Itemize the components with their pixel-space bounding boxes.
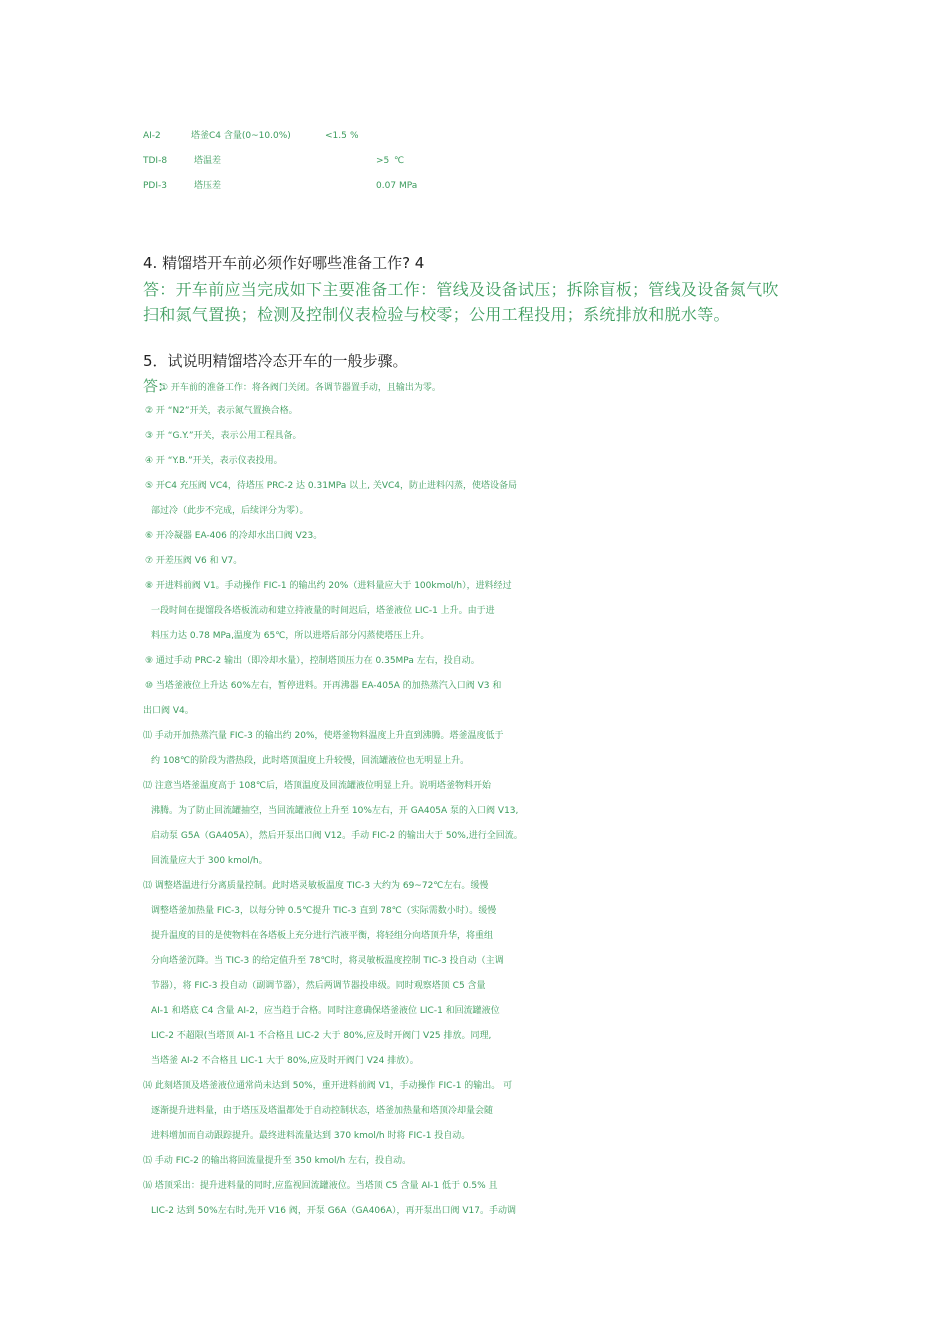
answer-step-line: ① 开车前的准备工作：将各阀门关闭。各调节器置手动，且输出为零。 [160,383,441,393]
answer-step-line: ⑨ 通过手动 PRC-2 输出（即冷却水量），控制塔顶压力在 0.35MPa 左右，投自动。 [145,656,480,666]
answer-step-line: AI-1 和塔底 C4 含量 AI-2，应当趋于合格。同时注意确保塔釜液位 LIC-1 和回流罐液位 [151,1006,500,1016]
answer-step-line: 约 108℃的阶段为潜热段，此时塔顶温度上升较慢，回流罐液位也无明显上升。 [151,756,470,766]
answer-step-line: ⒂ 手动 FIC-2 的输出将回流量提升至 350 kmol/h 左右，投自动。 [143,1156,412,1166]
answer-step-line: 当塔釜 AI-2 不合格且 LIC-1 大于 80%,应及时开阀门 V24 排放）。 [151,1056,419,1066]
answer-step-line: ⑦ 开差压阀 V6 和 V7。 [145,556,243,566]
answer-step-line: 提升温度的目的是使物料在各塔板上充分进行汽液平衡，将轻组分向塔顶升华，将重组 [151,931,494,941]
answer-step-line: 料压力达 0.78 MPa,温度为 65℃，所以进塔后部分闪蒸使塔压上升。 [151,631,430,641]
question-4-answer-line-1: 答：开车前应当完成如下主要准备工作：管线及设备试压；拆除盲板；管线及设备氮气吹 [143,280,779,299]
answer-step-line: ⒀ 调整塔温进行分离质量控制。此时塔灵敏板温度 TIC-3 大约为 69~72℃左右。缓慢 [143,881,489,891]
question-4-title: 4. 精馏塔开车前必须作好哪些准备工作? 4 [143,254,425,272]
answer-step-line: 一段时间在提馏段各塔板流动和建立持液量的时间迟后，塔釜液位 LIC-1 上升。由于进 [151,606,495,616]
spec-value: <1.5 [325,131,347,141]
answer-step-line: ⑿ 注意当塔釜温度高于 108℃后，塔顶温度及回流罐液位明显上升。说明塔釜物料开始 [143,781,492,791]
answer-step-line: 启动泵 G5A（GA405A），然后开泵出口阀 V12。手动 FIC-2 的输出大于 50%,进行全回流。 [151,831,523,841]
answer-step-line: 部过冷（此步不完成，后续评分为零）。 [151,506,309,516]
question-5-title: 5．试说明精馏塔冷态开车的一般步骤。 [143,352,408,370]
answer-step-line: 调整塔釜加热量 FIC-3，以每分钟 0.5℃提升 TIC-3 直到 78℃（实际需数小时）。缓慢 [151,906,497,916]
answer-step-line: 分向塔釜沉降。当 TIC-3 的给定值升至 78℃时，将灵敏板温度控制 TIC-3 投自动（主调 [151,956,504,966]
answer-step-line: ⑤ 开C4 充压阀 VC4，待塔压 PRC-2 达 0.31MPa 以上, 关VC4，防止进料闪蒸，使塔设备局 [145,481,517,491]
spec-tag: TDI-8 [143,156,168,166]
answer-step-line: ② 开 “N2”开关，表示氮气置换合格。 [145,406,298,416]
question-4-answer-line-2: 扫和氮气置换；检测及控制仪表检验与校零；公用工程投用；系统排放和脱水等。 [143,305,730,324]
answer-step-line: ⑥ 开冷凝器 EA-406 的冷却水出口阀 V23。 [145,531,323,541]
spec-unit: % [350,131,359,141]
answer-step-line: ⒃ 塔顶采出：提升进料量的同时,应监视回流罐液位。当塔顶 C5 含量 AI-1 低于 0.5% 且 [143,1181,498,1191]
answer-step-line: LIC-2 不超限(当塔顶 AI-1 不合格且 LIC-2 大于 80%,应及时开阀门 V25 排放。同理, [151,1031,492,1041]
spec-value: >5 [376,156,390,166]
spec-desc: 塔压差 [194,181,222,191]
spec-tag: AI-2 [143,131,161,141]
spec-unit: MPa [399,181,418,191]
answer-step-line: ⒁ 此刻塔顶及塔釜液位通常尚未达到 50%，重开进料前阀 V1，手动操作 FIC-1 的输出。 可 [143,1081,513,1091]
spec-tag: PDI-3 [143,181,167,191]
spec-unit: ℃ [394,156,405,166]
answer-step-line: 进料增加而自动跟踪提升。最终进料流量达到 370 kmol/h 时将 FIC-1 投自动。 [151,1131,471,1141]
spec-desc: 塔温差 [194,156,222,166]
answer-step-line: ⑾ 手动开加热蒸汽量 FIC-3 的输出约 20%，使塔釜物料温度上升直到沸腾。塔釜温度低于 [143,731,504,741]
answer-step-line: ⑩ 当塔釜液位上升达 60%左右，暂停进料。开再沸器 EA-405A 的加热蒸汽入口阀 V3 和 [145,681,502,691]
answer-prefix: 答: [143,377,164,395]
answer-step-line: 回流量应大于 300 kmol/h。 [151,856,268,866]
answer-step-line: ③ 开 “G.Y.”开关，表示公用工程具备。 [145,431,302,441]
answer-step-line: LIC-2 达到 50%左右时,先开 V16 阀，开泵 G6A（GA406A），再开泵出口阀 V17。手动调 [151,1206,516,1216]
answer-step-line: 出口阀 V4。 [143,706,194,716]
answer-step-line: 逐渐提升进料量，由于塔压及塔温都处于自动控制状态，塔釜加热量和塔顶冷却量会随 [151,1106,494,1116]
answer-step-line: 节器），将 FIC-3 投自动（副调节器），然后两调节器投串级。同时观察塔顶 C5 含量 [151,981,486,991]
answer-step-line: ④ 开 “Y.B.”开关，表示仪表投用。 [145,456,283,466]
spec-desc: 塔釜C4 含量(0~10.0%) [191,131,291,141]
answer-step-line: ⑧ 开进料前阀 V1。手动操作 FIC-1 的输出约 20%（进料量应大于 100kmol/h），进料经过 [145,581,512,591]
spec-value: 0.07 [376,181,397,191]
answer-step-line: 沸腾。为了防止回流罐抽空，当回流罐液位上升至 10%左右，开 GA405A 泵的入口阀 V13, [151,806,519,816]
